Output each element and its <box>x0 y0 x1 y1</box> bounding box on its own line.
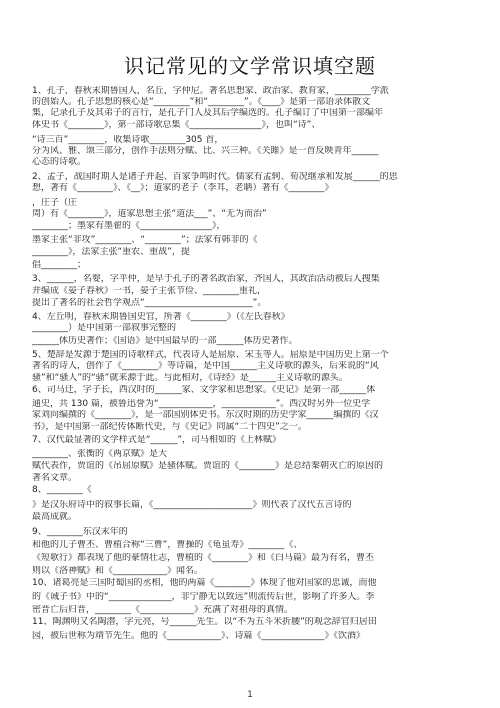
text-line: 园，被后世称为靖节先生。他的《____________》、诗篇《______________》《饮酒》 <box>32 631 366 641</box>
text-line: 则以《洛神赋》和《____________》闻名。 <box>32 566 204 576</box>
text-line: 2、孟子，战国时期人是诸子并起、百家争鸣时代。儒家有孟轲、荀况继承和发展______的思 <box>32 172 398 182</box>
text-line: 6、司马迁，字子长，西汉时的______家、文学家和思想家。《史记》是第一部______体 <box>32 385 376 395</box>
text-line: 倡________； <box>32 260 87 270</box>
text-line: ________；墨家有墨翟的《________________》， <box>32 221 226 231</box>
text-line: 集，记录孔子及其弟子的言行，是孔子门人及其后学编选的。孔子编订了中国第一部编年 <box>32 108 384 118</box>
text-line: 4、左丘明，春秋末期鲁国史官，所著《________》（《左氏春秋》 <box>32 312 290 322</box>
text-line: 9、________东汉末年的 <box>32 527 128 537</box>
text-line: 5、楚辞是发源于楚国的诗歌样式，代表诗人是屈原、宋玉等人。屈原是中国历史上第一个 <box>32 350 389 360</box>
text-line: 书》，是中国第一部纪传体断代史，与《史记》同属“二十四史”之一。 <box>32 422 307 432</box>
text-line: 7、汉代最显著的文学样式是“______”，司马相如的《上林赋》 <box>32 435 282 445</box>
text-line: 和他的儿子曹丕、曹植合称“三曹”，曹操的《龟虽寿》________《、 <box>32 540 303 550</box>
text-line: 体史书《________》，第一部诗歌总集《________________》，也叫“诗”、 <box>32 120 321 130</box>
text-line: ________、张衡的《两京赋》是大 <box>32 449 168 459</box>
text-line: ______体历史著作；《国语》是中国最早的一部______体历史著作。 <box>32 336 298 346</box>
text-line: 3、______，名婴，字平仲，是早于孔子的著名政治家，齐国人，其政治活动被后人搜集 <box>32 274 380 284</box>
text-line: 赋代表作，贾谊的《吊屈原赋》是骚体赋。贾谊的《________》是总结秦朝灭亡的原因的 <box>32 461 384 471</box>
text-line: 著名的诗人，创作了《________》等诗篇，是中国______主义诗歌的源头，后来说的“风 <box>32 361 379 371</box>
text-line: 骚”和“骚人”的“骚”就来源于此。与此相对，《诗经》是______主义诗歌的源头。 <box>32 373 348 383</box>
text-line: ________》，法家主张“重农、重战”，提 <box>32 247 190 257</box>
text-line: 11、陶渊明又名陶潜，字元亮，号______先生。以“不为五斗米折腰”的观念辞官归居田 <box>32 617 377 627</box>
text-line: “诗三百”________，收集诗歌________305 首， <box>32 135 224 145</box>
text-line: 10、诸葛亮是三国时蜀国的丞相，他的两篇《________》体现了他对国家的忠诚，而他 <box>32 578 377 588</box>
text-line: 的《诫子书》中的“______________，非宁静无以致远”则流传后世，影响了许多人。李 <box>32 592 375 602</box>
text-line: ________）是中国第一部叙事完整的 <box>32 323 177 333</box>
text-line: 通史，共 130 篇，被鲁迅誉为“____________，____________”。西汉时另外一位史学 <box>32 399 371 409</box>
text-line: 想，著有《________》、《__》；道家的老子（李耳，老聃）著有《________》 <box>32 183 334 193</box>
text-line: ，庄子（庄 <box>32 198 78 208</box>
text-line: 1、孔子，春秋末期鲁国人，名丘，字仲尼。著名思想家、政治家、教育家，________学派 <box>32 86 389 96</box>
text-line: 最高成就。 <box>32 512 78 522</box>
text-line: 心态的诗歌。 <box>32 157 87 167</box>
text-line: 周）有《________》，道家思想主张“道法___”、“无为而治” <box>32 209 267 219</box>
text-line: 分为风、雅、颂三部分，创作手法则分赋、比、兴三种。《关雎》是一首反映青年______ <box>32 146 379 156</box>
text-line: 并编成《晏子春秋》一书，晏子主张节俭、________重礼， <box>32 286 267 296</box>
text-line: 提出了著名的社会哲学观点“________________________”。 <box>32 298 267 308</box>
text-line: 密晋亡后归晋，________《____________》充满了对祖母的真情。 <box>32 605 294 615</box>
text-line: 家刘向编撰的《________》，是一部国别体史书。东汉时期的历史学家______编撰的《汉 <box>32 410 379 420</box>
text-line: 8、________《 <box>32 485 92 495</box>
text-line: 的创始人。孔子思想的核心是“________”和“________”。《____》是第一部语录体散文 <box>32 97 371 107</box>
text-line: 《短歌行》都表现了他的豪情壮志，曹植的《________》和《白马篇》最为有名，曹丕 <box>32 553 375 563</box>
text-line: 》是汉乐府诗中的叙事长篇，《______________________》则代表了汉代五言诗的 <box>32 500 352 510</box>
document-title: 识记常见的文学常识填空题 <box>124 54 376 78</box>
page-number: 1 <box>247 690 253 700</box>
text-line: 墨家主张“非攻”________、“________”；法家有韩非的《 <box>32 235 258 245</box>
text-line: 著名文章。 <box>32 473 78 483</box>
